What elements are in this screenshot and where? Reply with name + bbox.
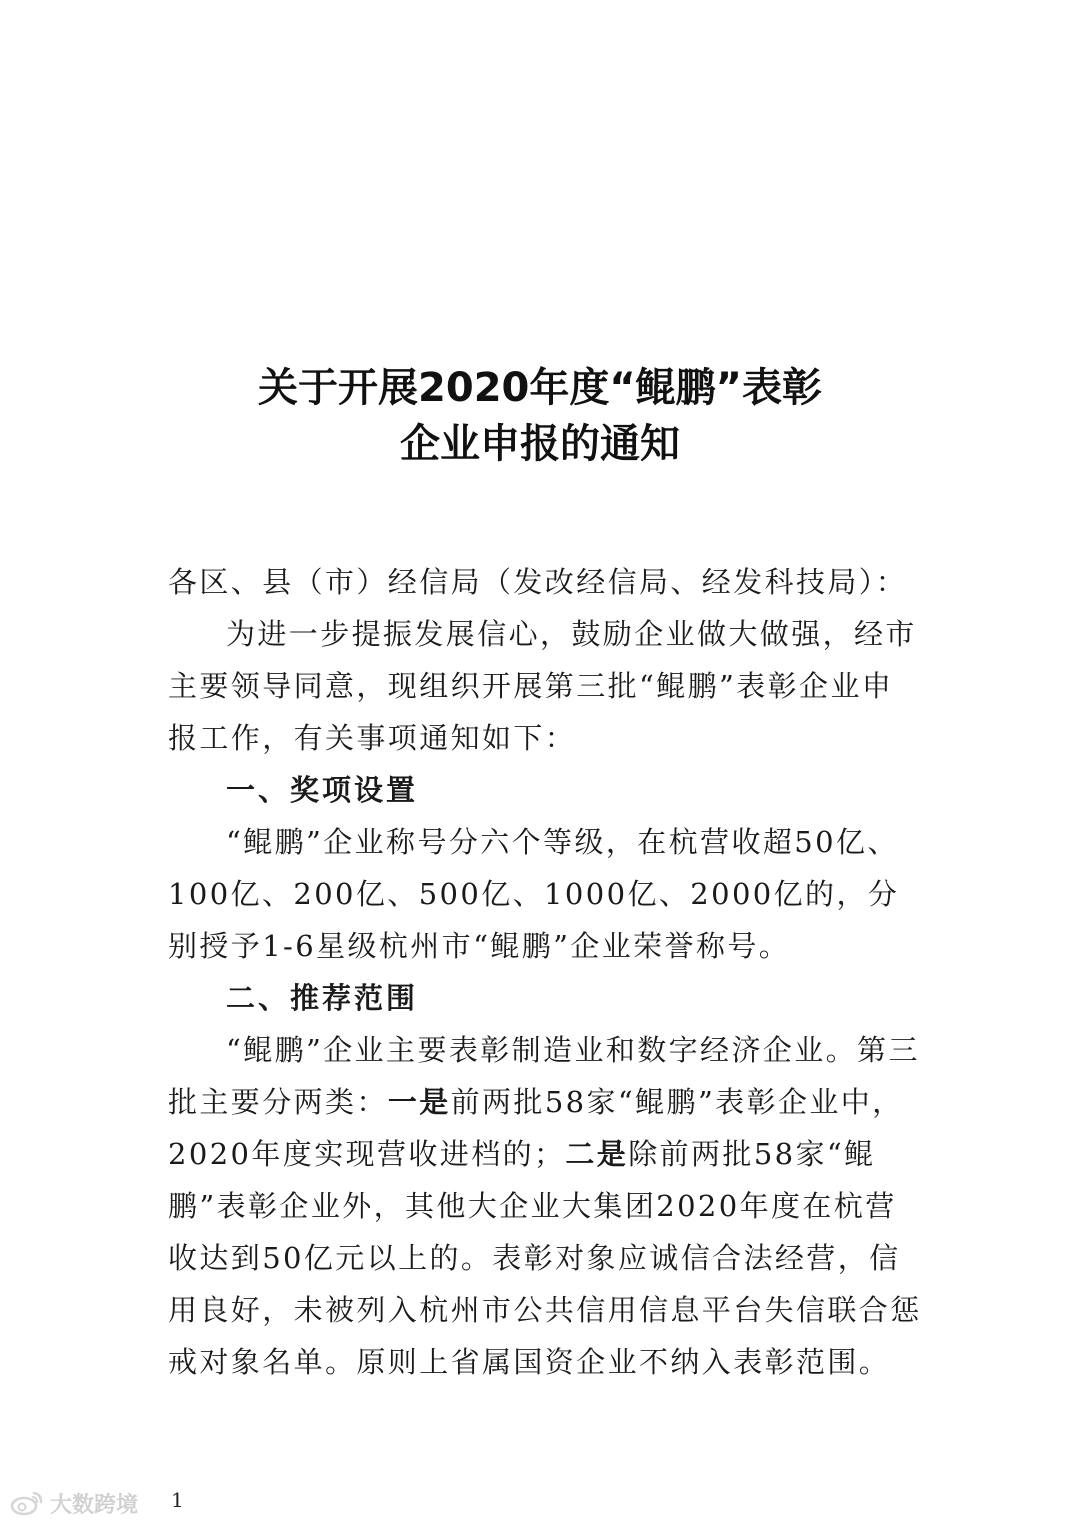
section2-paragraph [168, 1024, 924, 1388]
section2-heading: 二、推荐范围 [226, 981, 419, 1015]
document-body [168, 556, 924, 1388]
document-title-line1: 关于开展2020年度“鲲鹏”表彰 [258, 365, 822, 411]
watermark-text: 大数跨境 [50, 1492, 139, 1518]
section2-text-b: 前两批58家“鲲鹏”表彰企业中，2020年度实现营收进档的； [168, 1085, 904, 1171]
section2-label-1: 一是 [387, 1085, 451, 1119]
section2-text-c: 除前两批58家“鲲鹏”表彰企业外，其他大企业大集团2020年度在杭营收达到50亿元以上的。表彰对象应诚信合法经营，信用良好，未被列入杭州市公共信用信息平台失信联合惩戒对象名单。原则上省属国资企业不纳入表彰范围。 [168, 1137, 922, 1379]
document-title-line2: 企业申报的通知 [400, 421, 680, 467]
weibo-logo-icon [10, 1490, 44, 1516]
salutation: 各区、县（市）经信局（发改经信局、经发科技局）： [168, 565, 908, 599]
section1-heading: 一、奖项设置 [226, 773, 419, 807]
watermark [10, 1488, 138, 1518]
page-number: 1 [171, 1488, 184, 1512]
intro-paragraph: 为进一步提振发展信心，鼓励企业做大做强，经市主要领导同意，现组织开展第三批“鲲鹏”表彰企业申报工作，有关事项通知如下： [168, 617, 917, 755]
section2-text-a: “鲲鹏”企业主要表彰制造业和数字经济企业。第三批主要分两类： [168, 1033, 920, 1119]
section1-paragraph: “鲲鹏”企业称号分六个等级，在杭营收超50亿、100亿、200亿、500亿、1000亿、2000亿的，分别授予1-6星级杭州市“鲲鹏”企业荣誉称号。 [168, 825, 900, 963]
section2-label-2: 二是 [565, 1137, 629, 1171]
